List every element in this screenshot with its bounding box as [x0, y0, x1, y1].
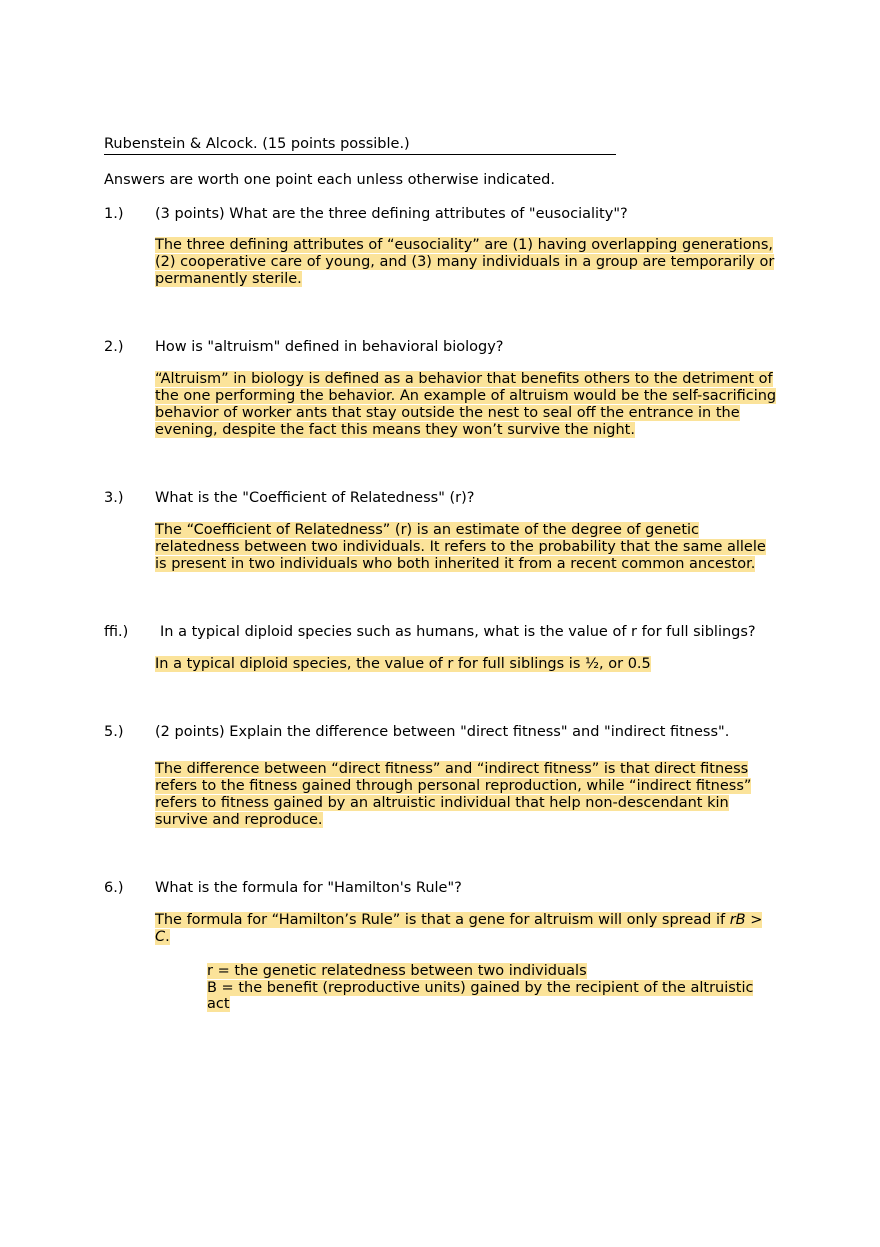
answer-highlight: of Relatedness” (r) is an estimate of the degree of genetic relatedness between two individuals. It refers to the probability that the same allele is present in two individuals who both inherited it from a recent common ancestor.: [155, 522, 766, 572]
answer-text: [155, 656, 780, 673]
question-number: 5.): [104, 724, 124, 740]
intro-text: Answers are worth one point each unless otherwise indicated.: [104, 172, 555, 188]
answer-highlight: In a typical diploid species, the value of r for full siblings is ½, or 0.5: [155, 656, 651, 672]
definition-r: r = the genetic relatedness between two individuals: [207, 963, 587, 979]
answer-highlight: The formula for “Hamilton’s Rule” is that a gene for altruism will only spread if: [155, 912, 730, 928]
question-number: 2.): [104, 339, 124, 355]
question-text: In a typical diploid species such as humans, what is the value of r for full siblings?: [160, 624, 756, 640]
answer-text: [155, 237, 780, 288]
assignment-header: Rubenstein & Alcock. (15 points possible.): [104, 135, 616, 155]
answer-highlight: “Altruism” in biology is defined as a behavior that benefits others to the detriment of the one performing the behavior. An example of altruism would be the self-sacrificing behavior of worker ants that stay outside the nest to seal off the entrance in the evening, despite the fact this means they won’t survive the night.: [155, 371, 777, 438]
question-number: ffi.): [104, 624, 129, 640]
question-text: How is "altruism" defined in behavioral biology?: [155, 339, 504, 355]
formula-definitions: [207, 963, 767, 1013]
question-text: (3 points) What are the three defining attributes of "eusociality"?: [155, 206, 628, 222]
answer-text: [155, 371, 780, 439]
answer-highlight: The difference between “direct fitness” and “indirect fitness” is that direct fitness refers to the fitness gained through personal reproduction, while “indirect fitness” refers to fitness gained by an altruistic individual that help non-descendant kin survive and reproduce.: [155, 761, 752, 828]
question-number: 3.): [104, 490, 124, 506]
answer-text: [155, 522, 780, 573]
answer-text: [155, 761, 780, 829]
definition-b: B = the benefit (reproductive units) gained by the recipient of the altruistic act: [207, 979, 754, 1012]
question-text: What is the "Coefficient of Relatedness" (r)?: [155, 490, 475, 506]
hamilton-formula: rB > C: [155, 912, 763, 945]
question-number: 1.): [104, 206, 124, 222]
answer-text: [155, 912, 780, 946]
question-text: What is the formula for "Hamilton's Rule"?: [155, 880, 462, 896]
question-text: (2 points) Explain the difference between "direct fitness" and "indirect fitness".: [155, 724, 730, 740]
answer-highlight: .: [165, 929, 170, 945]
answer-highlight: The three defining attributes of “eusociality” are (1) having overlapping generations, (2) cooperative care of young, and (3) many individuals in a group are temporarily or permanently sterile.: [155, 237, 775, 287]
answer-highlight: The “Coefficient: [155, 522, 272, 538]
question-number: 6.): [104, 880, 124, 896]
